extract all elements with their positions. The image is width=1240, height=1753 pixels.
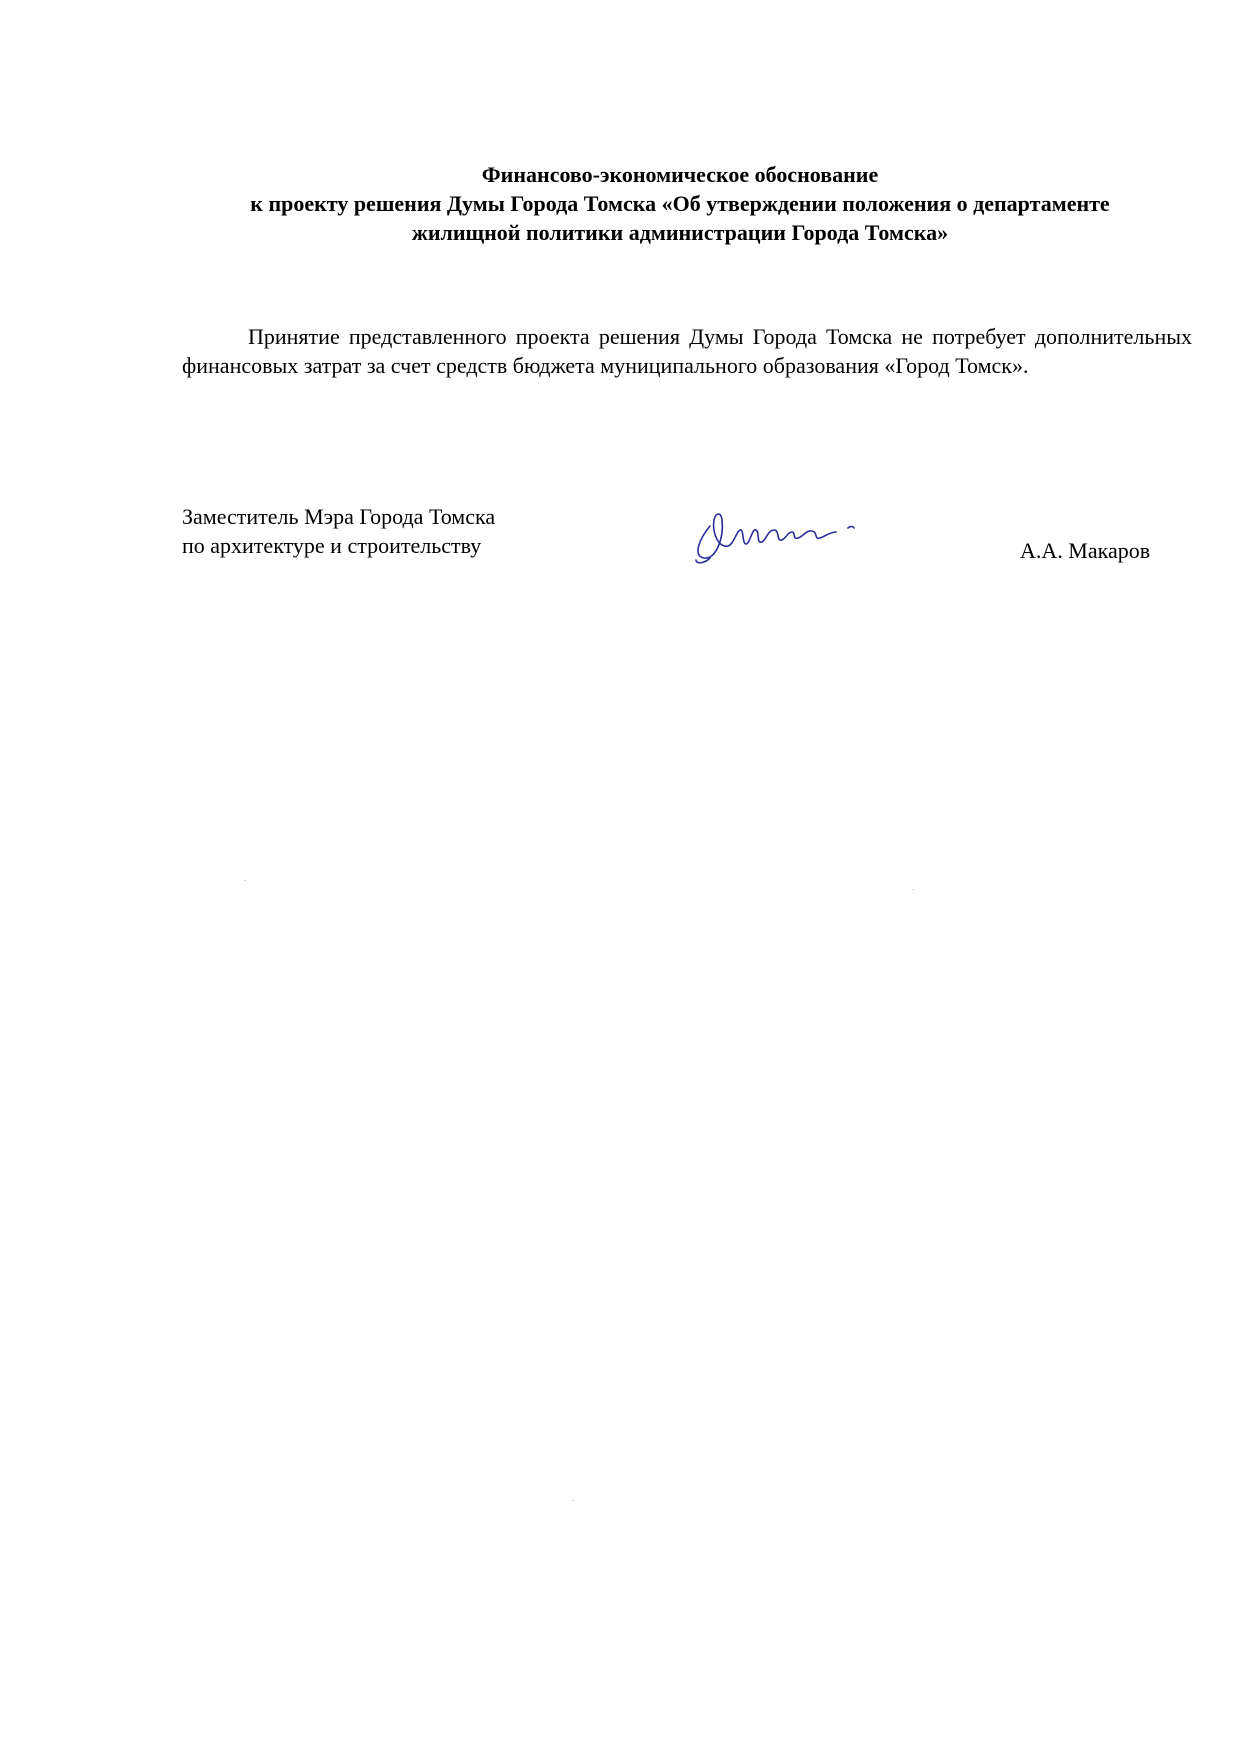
scan-speck [912, 889, 914, 890]
body-paragraph: Принятие представленного проекта решения Думы Города Томска не потребует дополнительных финансовых затрат за счет средств бюджета муниципального образования «Город Томск». [182, 324, 1192, 378]
signer-position [182, 502, 495, 560]
scan-speck [572, 1500, 574, 1501]
signer-position-line-1: Заместитель Мэра Города Томска [182, 504, 496, 529]
document-title [150, 160, 1210, 247]
title-line-1: Финансово-экономическое обоснование [481, 162, 879, 187]
title-line-3: жилищной политики администрации Города Томска» [411, 220, 949, 245]
scan-speck [244, 880, 246, 881]
signer-position-line-2: по архитектуре и строительству [182, 533, 482, 558]
handwritten-signature [690, 498, 910, 568]
title-line-2: к проекту решения Думы Города Томска «Об утверждении положения о департаменте [250, 191, 1110, 216]
signer-name: А.А. Макаров [1020, 538, 1151, 563]
